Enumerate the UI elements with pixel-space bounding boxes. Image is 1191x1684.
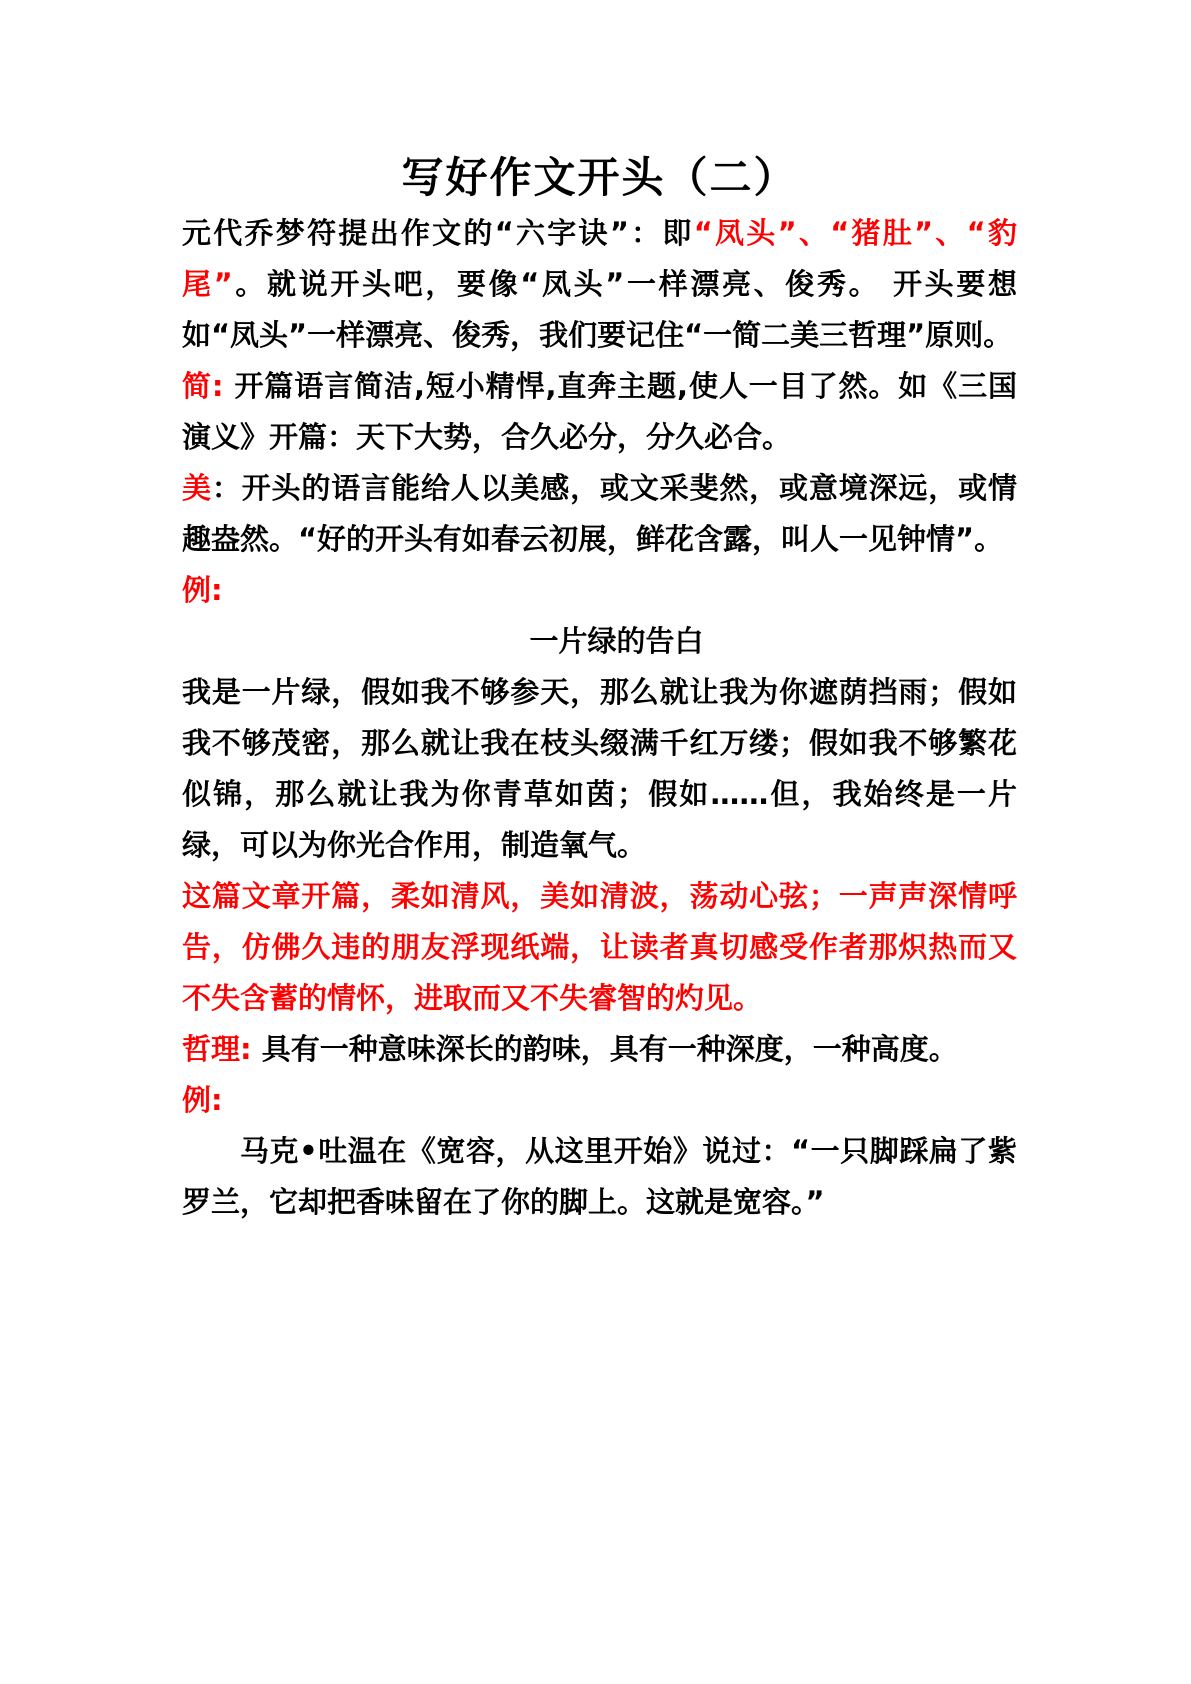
- example1-subtitle: 一片绿的告白: [529, 624, 704, 658]
- example2-label: 例:: [182, 1083, 223, 1117]
- intro-text-2: 。就说开头吧，要像“凤头”一样漂亮、俊秀。 开头要想如“凤头”一样漂亮、俊秀，我们要记住“一简二美三哲理”原则。: [182, 267, 1017, 352]
- intro-paragraph: [182, 208, 1017, 361]
- example1-comment: 这篇文章开篇，柔如清风，美如清波，荡动心弦；一声声深情呼告，仿佛久违的朋友浮现纸端，让读者真切感受作者那炽热而又不失含蓄的情怀，进取而又不失睿智的灼见。: [182, 879, 1017, 1015]
- intro-text-1: 元代乔梦符提出作文的“六字诀”：即: [182, 216, 694, 250]
- intro-highlight-leopard-tail: “豹尾”: [182, 216, 1018, 301]
- jian-text: 开篇语言简洁,短小精悍,直奔主题,使人一目了然。如《三国演义》开篇：天下大势，合久必分，分久必合。: [182, 369, 1017, 454]
- mei-paragraph: [182, 463, 1017, 565]
- mei-label: 美: [182, 471, 212, 505]
- zheli-label: 哲理:: [182, 1032, 252, 1066]
- intro-highlight-phoenix-head: “凤头”: [693, 216, 797, 250]
- zheli-text: 具有一种意味深长的韵味，具有一种深度，一种高度。: [251, 1032, 958, 1066]
- example1-label: 例:: [182, 573, 223, 607]
- intro-highlight-pig-belly: “猪肚”: [830, 216, 934, 250]
- intro-separator-1: 、: [796, 216, 831, 250]
- jian-label: 简:: [182, 369, 224, 403]
- example2-body: 马克•吐温在《宽容，从这里开始》说过：“一只脚踩扁了紫罗兰，它却把香味留在了你的脚上。这就是宽容。”: [182, 1134, 1017, 1219]
- page-title: 写好作文开头（二）: [401, 153, 798, 202]
- intro-separator-2: 、: [933, 216, 967, 250]
- mei-text: ：开头的语言能给人以美感，或文采斐然，或意境深远，或情趣盎然。“好的开头有如春云初展，鲜花含露，叫人一见钟情”。: [182, 471, 1017, 556]
- zheli-paragraph: [182, 1024, 1017, 1075]
- example1-body: 我是一片绿，假如我不够参天，那么就让我为你遮荫挡雨；假如我不够茂密，那么就让我在枝头缀满千红万缕；假如我不够繁花似锦，那么就让我为你青草如茵；假如……但，我始终是一片绿，可以为你光合作用，制造氧气。: [182, 675, 1017, 862]
- jian-paragraph: [182, 361, 1017, 463]
- document-page: [182, 150, 1017, 1228]
